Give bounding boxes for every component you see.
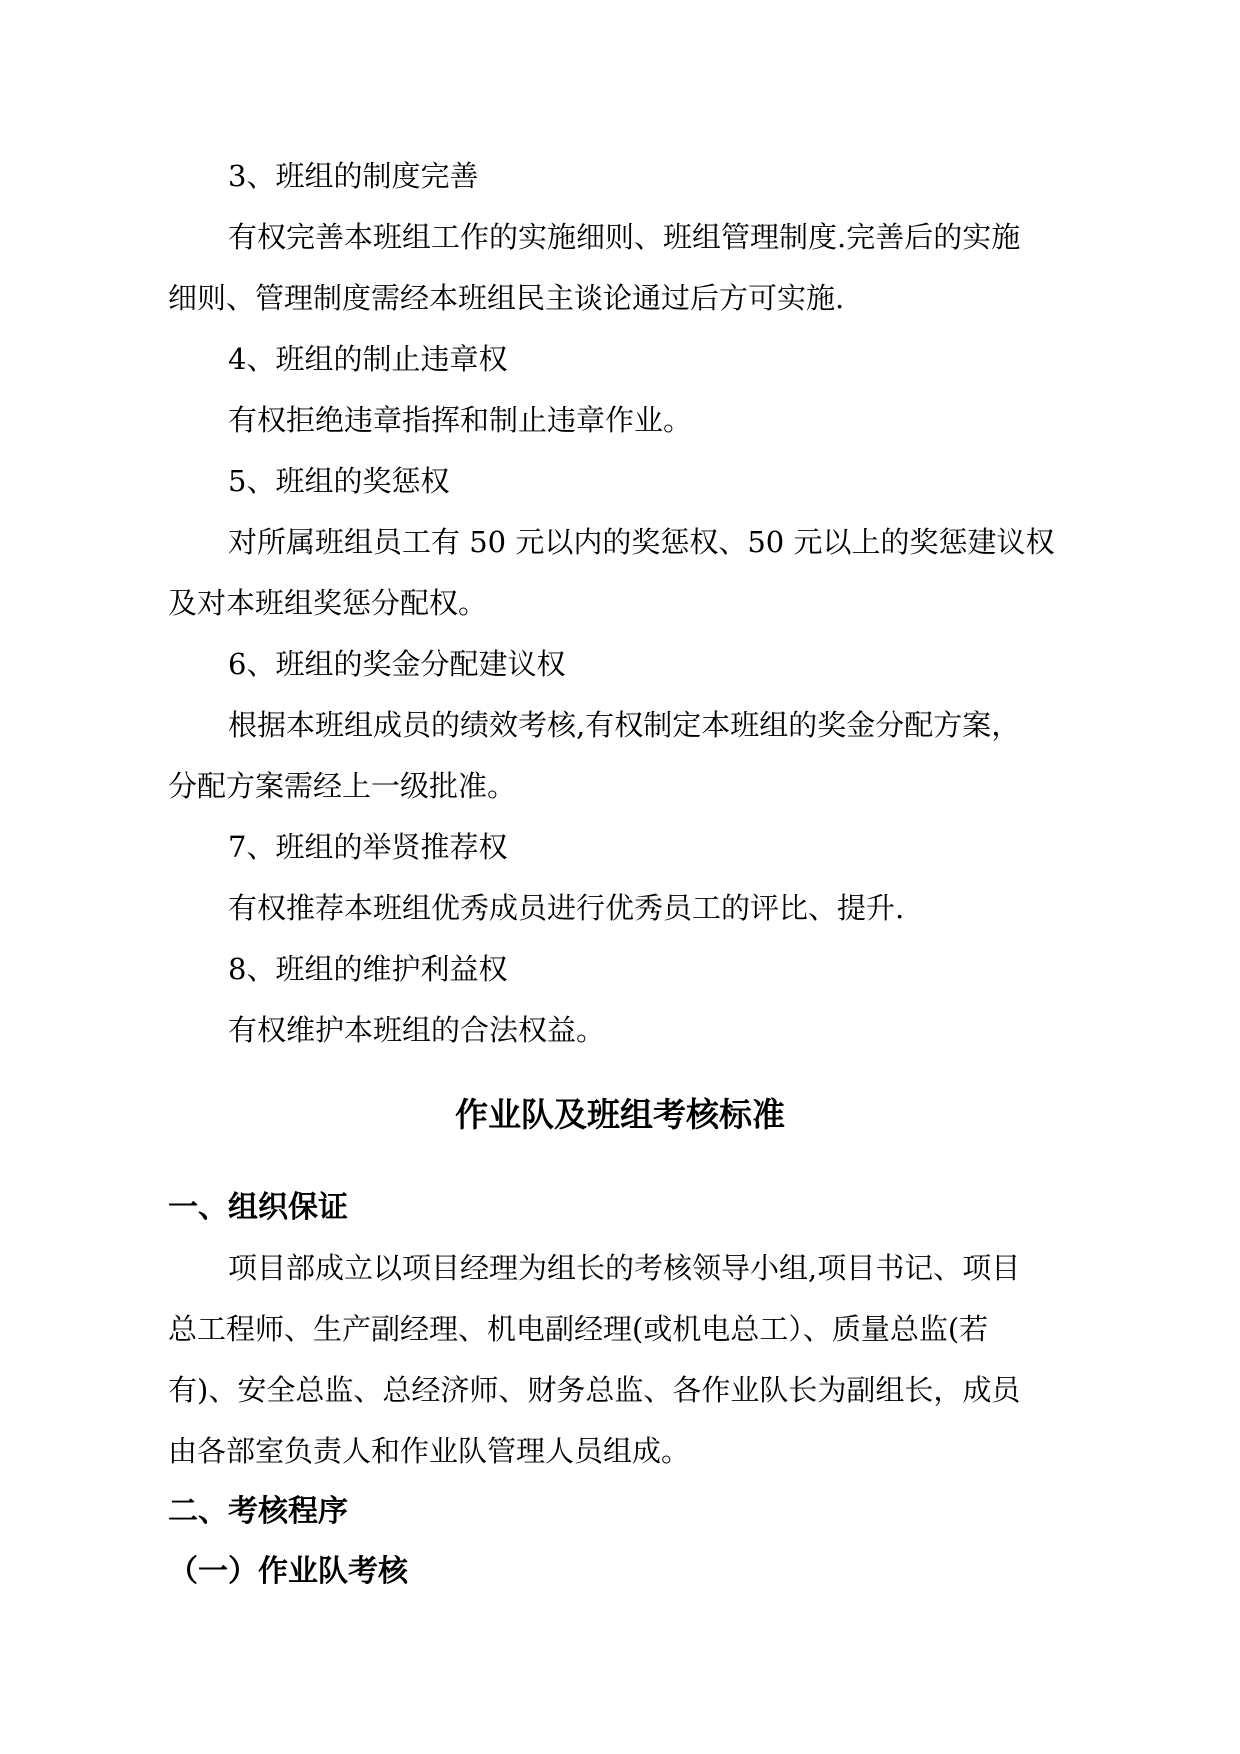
assessment-section [168,1178,1080,1602]
item-3-heading: 3、班组的制度完善 [228,159,479,193]
item-5-body-line-2: 及对本班组奖惩分配权。 [168,586,488,620]
item-6-body-line-2: 分配方案需经上一级批准。 [168,769,517,803]
item-5-body-line-1: 对所属班组员工有 50 元以内的奖惩权、50 元以上的奖惩建议权 [228,525,1055,559]
item-7-heading: 7、班组的举贤推荐权 [228,830,508,864]
item-3-body-line-1: 有权完善本班组工作的实施细则、班组管理制度.完善后的实施 [228,220,1021,254]
item-3-body-line-2: 细则、管理制度需经本班组民主谈论通过后方可实施. [168,281,845,315]
item-5-heading: 5、班组的奖惩权 [228,464,450,498]
item-4-body: 有权拒绝违章指挥和制止违章作业。 [228,403,693,437]
org-body-line-3: 有)、安全总监、总经济师、财务总监、各作业队长为副组长，成员 [168,1373,1021,1407]
org-body-line-4: 由各部室负责人和作业队管理人员组成。 [168,1434,691,1468]
procedure-heading: 二、考核程序 [168,1494,348,1529]
item-8-body: 有权维护本班组的合法权益。 [228,1013,606,1047]
team-assessment-subheading: （一）作业队考核 [168,1554,408,1589]
item-7-body: 有权推荐本班组优秀成员进行优秀员工的评比、提升. [228,891,905,925]
rights-section [168,146,1080,1061]
item-6-body-line-1: 根据本班组成员的绩效考核,有权制定本班组的奖金分配方案， [228,708,1021,742]
item-4-heading: 4、班组的制止违章权 [228,342,508,376]
document-title: 作业队及班组考核标准 [455,1095,785,1134]
org-body-line-1: 项目部成立以项目经理为组长的考核领导小组,项目书记、项目 [228,1251,1021,1285]
org-guarantee-heading: 一、组织保证 [168,1190,348,1225]
item-6-heading: 6、班组的奖金分配建议权 [228,647,566,681]
org-body-line-2: 总工程师、生产副经理、机电副经理(或机电总工）、质量总监(若 [168,1312,989,1346]
item-8-heading: 8、班组的维护利益权 [228,952,508,986]
